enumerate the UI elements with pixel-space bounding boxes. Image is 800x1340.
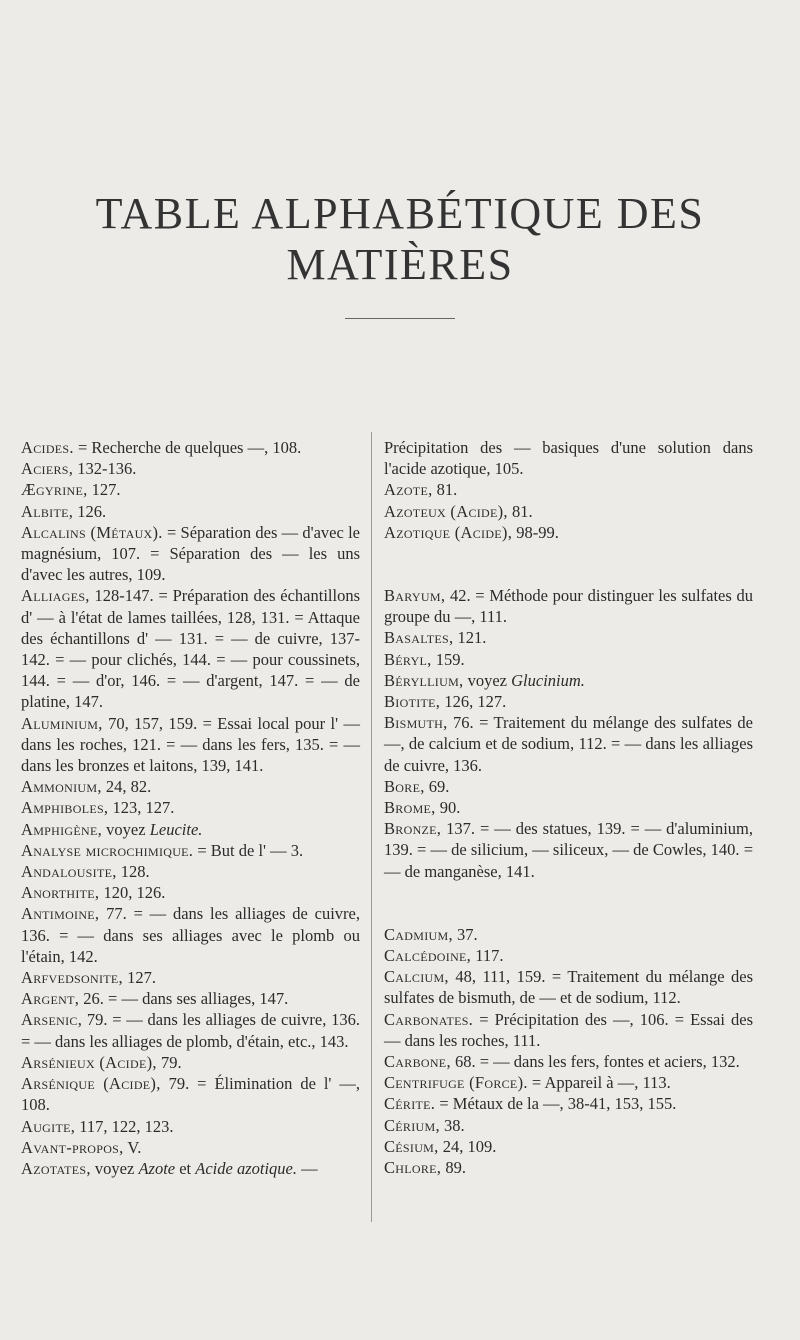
entry-heading: Alcalins (Métaux).	[21, 522, 163, 542]
entry-text: 121.	[453, 628, 487, 648]
entry-text: = Appareil à —, 113.	[527, 1073, 671, 1093]
entry-heading: Cérite.	[384, 1094, 436, 1114]
index-entry	[21, 458, 360, 479]
entry-text: 117, 122, 123.	[75, 1116, 174, 1136]
entry-heading: Amphiboles,	[21, 798, 109, 818]
index-entry	[21, 713, 360, 777]
entry-reference: Acide azotique.	[195, 1158, 298, 1178]
entry-text: 70, 157, 159. = Essai local pour l' — dans les roches, 121. = — dans les fers, 135. = — dans les bronzes et laitons, 139, 141.	[21, 713, 360, 776]
index-entry	[384, 501, 753, 522]
entry-text: 77. = — dans les alliages de cuivre, 136. = — dans ses alliages avec le plomb ou l'étain, 142.	[21, 904, 360, 966]
index-entry	[384, 691, 753, 712]
entry-text: 117.	[471, 946, 504, 966]
index-entry	[384, 522, 753, 543]
entry-text: 126.	[73, 501, 107, 521]
entry-heading: Centrifuge (Force).	[384, 1073, 528, 1093]
index-entry	[384, 649, 753, 670]
entry-text: —	[297, 1158, 318, 1178]
entry-heading: Andalousite,	[21, 862, 117, 882]
index-entry	[384, 479, 753, 500]
index-entry	[384, 1157, 753, 1178]
entry-text: 137. = — des statues, 139. = — d'aluminium, 139. = — de silicium, — siliceux, — de Cowles, 140. = — de manganèse, 141.	[384, 819, 753, 881]
entry-heading: Bore,	[384, 776, 425, 796]
entry-heading: Analyse microchimique.	[21, 840, 194, 860]
entry-text: 42. = Méthode pour distinguer les sulfates du groupe du —, 111.	[384, 586, 753, 627]
entry-heading: Antimoine,	[21, 904, 100, 924]
index-entry	[21, 819, 360, 840]
entry-reference: Glucinium.	[511, 670, 585, 690]
entry-text: 132-136.	[73, 459, 137, 479]
index-entry	[384, 437, 753, 479]
entry-heading: Cérium,	[384, 1115, 440, 1135]
letter-gap	[384, 543, 753, 585]
entry-text: = Précipitation des —, 106. = Essai des — dans les roches, 111.	[384, 1009, 753, 1050]
entry-text: 37.	[452, 924, 478, 944]
entry-text: 79. = Élimination de l' —, 108.	[21, 1074, 360, 1115]
entry-heading: Carbone,	[384, 1052, 451, 1072]
entry-heading: Bismuth,	[384, 713, 448, 733]
index-entry	[384, 1009, 753, 1051]
entry-heading: Basaltes,	[384, 628, 454, 648]
index-entry	[384, 797, 753, 818]
entry-reference: Leucite.	[149, 819, 203, 839]
index-entry	[21, 585, 360, 712]
index-entry	[384, 776, 753, 797]
index-entry	[384, 966, 753, 1008]
entry-heading: Arsénique (Acide),	[21, 1074, 161, 1094]
index-entry	[384, 627, 753, 648]
entry-heading: Césium,	[384, 1136, 439, 1156]
entry-text: 123, 127.	[108, 798, 175, 818]
entry-heading: Arsénieux (Acide),	[21, 1052, 157, 1072]
entry-heading: Azotique (Acide),	[384, 522, 513, 542]
entry-heading: Aluminium,	[21, 713, 103, 733]
entry-heading: Anorthite,	[21, 883, 100, 903]
entry-heading: Azote,	[384, 480, 433, 500]
index-entry	[384, 585, 753, 627]
index-entry	[21, 840, 360, 861]
index-entry	[384, 1093, 753, 1114]
right-column	[384, 437, 753, 1178]
entry-heading: Chlore,	[384, 1158, 442, 1178]
entry-text: 98-99.	[512, 522, 559, 542]
index-entry	[384, 1051, 753, 1072]
index-entry	[21, 861, 360, 882]
index-entry	[21, 903, 360, 967]
entry-text: 120, 126.	[99, 883, 166, 903]
entry-heading: Biotite,	[384, 692, 441, 712]
entry-reference: Azote	[138, 1158, 176, 1178]
entry-text: 69.	[424, 776, 450, 796]
entry-text: voyez	[90, 1158, 139, 1178]
entry-text: 127.	[122, 968, 156, 988]
entry-text: voyez	[463, 670, 512, 690]
entry-heading: Argent,	[21, 989, 80, 1009]
entry-text: 81.	[432, 480, 458, 500]
index-entry	[21, 967, 360, 988]
index-entry	[21, 501, 360, 522]
entry-heading: Béryl,	[384, 649, 432, 669]
index-entry	[384, 670, 753, 691]
title-rule	[345, 318, 455, 319]
entry-text: 89.	[441, 1158, 466, 1178]
entry-heading: Avant-propos,	[21, 1137, 124, 1157]
entry-text: 127.	[87, 480, 121, 500]
entry-heading: Ægyrine,	[21, 480, 88, 500]
index-entry	[21, 1137, 360, 1158]
entry-text: 159.	[431, 649, 465, 669]
entry-heading: Ammonium,	[21, 777, 102, 797]
index-entry	[21, 1052, 360, 1073]
entry-heading: Calcédoine,	[384, 946, 472, 966]
column-divider	[371, 432, 372, 1222]
entry-text: 24, 82.	[101, 777, 152, 797]
index-entry	[384, 818, 753, 882]
entry-heading: Cadmium,	[384, 924, 453, 944]
index-entry	[384, 1115, 753, 1136]
index-entry	[21, 797, 360, 818]
index-entry	[21, 479, 360, 500]
entry-text: 26. = — dans ses alliages, 147.	[79, 989, 289, 1009]
index-entry	[21, 1073, 360, 1115]
entry-heading: Béryllium,	[384, 670, 464, 690]
entry-heading: Arfvedsonite,	[21, 968, 123, 988]
entry-text: 128-147. = Préparation des échantillons d' — à l'état de lames taillées, 128, 131. = Attaque des échantillons d' — 131. = — de cuivre, 137-142. = — pour clichés, 144. = — pour coussinets, 144. = — d'or, 146. = — d'argent, 147. = — de platine, 147.	[21, 586, 360, 712]
entry-heading: Brome,	[384, 798, 436, 818]
entry-heading: Azotates,	[21, 1158, 91, 1178]
entry-text: Précipitation des — basiques d'une solution dans l'acide azotique, 105.	[384, 438, 753, 479]
entry-text: V.	[123, 1137, 142, 1157]
entry-text: 79. = — dans les alliages de cuivre, 136. = — dans les alliages de plomb, d'étain, etc., 143.	[21, 1010, 360, 1051]
index-entry	[384, 1136, 753, 1157]
left-column	[21, 437, 360, 1179]
entry-heading: Carbonates.	[384, 1009, 474, 1029]
entry-heading: Azoteux (Acide),	[384, 501, 508, 521]
entry-heading: Albite,	[21, 501, 74, 521]
entry-text: 81.	[507, 501, 533, 521]
entry-text: 38.	[439, 1115, 465, 1135]
index-entry	[21, 882, 360, 903]
entry-text: 90.	[435, 798, 461, 818]
entry-heading: Arsenic,	[21, 1010, 83, 1030]
entry-heading: Aciers,	[21, 459, 74, 479]
index-entry	[384, 712, 753, 776]
entry-heading: Bronze,	[384, 819, 442, 839]
index-entry	[21, 1116, 360, 1137]
entry-text: et	[175, 1158, 196, 1178]
entry-text: 48, 111, 159. = Traitement du mélange des sulfates de bismuth, de — et de sodium, 112.	[384, 967, 753, 1008]
entry-text: 126, 127.	[440, 692, 507, 712]
entry-heading: Calcium,	[384, 967, 449, 987]
entry-text: 76. = Traitement du mélange des sulfates de —, de calcium et de sodium, 112. = — dans les alliages de cuivre, 136.	[384, 713, 753, 775]
letter-gap	[384, 882, 753, 924]
entry-heading: Alliages,	[21, 586, 90, 606]
entry-heading: Amphigène,	[21, 819, 103, 839]
entry-heading: Baryum,	[384, 586, 446, 606]
index-entry	[384, 924, 753, 945]
entry-text: voyez	[102, 819, 150, 839]
index-entry	[384, 945, 753, 966]
entry-text: 128.	[116, 862, 150, 882]
index-entry	[384, 1072, 753, 1093]
entry-text: = Recherche de quelques —, 108.	[73, 438, 302, 457]
entry-heading: Acides.	[21, 438, 74, 457]
entry-text: 24, 109.	[438, 1136, 497, 1156]
index-entry	[21, 1009, 360, 1051]
entry-text: = Métaux de la —, 38-41, 153, 155.	[435, 1094, 677, 1114]
entry-text: = Séparation des — d'avec le magnésium, 107. = Séparation des — les uns d'avec les autres, 109.	[21, 522, 360, 585]
entry-text: 68. = — dans les fers, fontes et aciers, 132.	[450, 1052, 740, 1072]
index-entry	[21, 988, 360, 1009]
index-entry	[21, 1158, 360, 1179]
entry-text: 79.	[156, 1052, 182, 1072]
entry-heading: Augite,	[21, 1116, 76, 1136]
index-entry	[21, 437, 360, 458]
index-entry	[21, 776, 360, 797]
page-title: TABLE ALPHABÉTIQUE DES MATIÈRES	[95, 189, 705, 289]
index-entry	[21, 522, 360, 586]
entry-text: = But de l' — 3.	[193, 840, 304, 860]
